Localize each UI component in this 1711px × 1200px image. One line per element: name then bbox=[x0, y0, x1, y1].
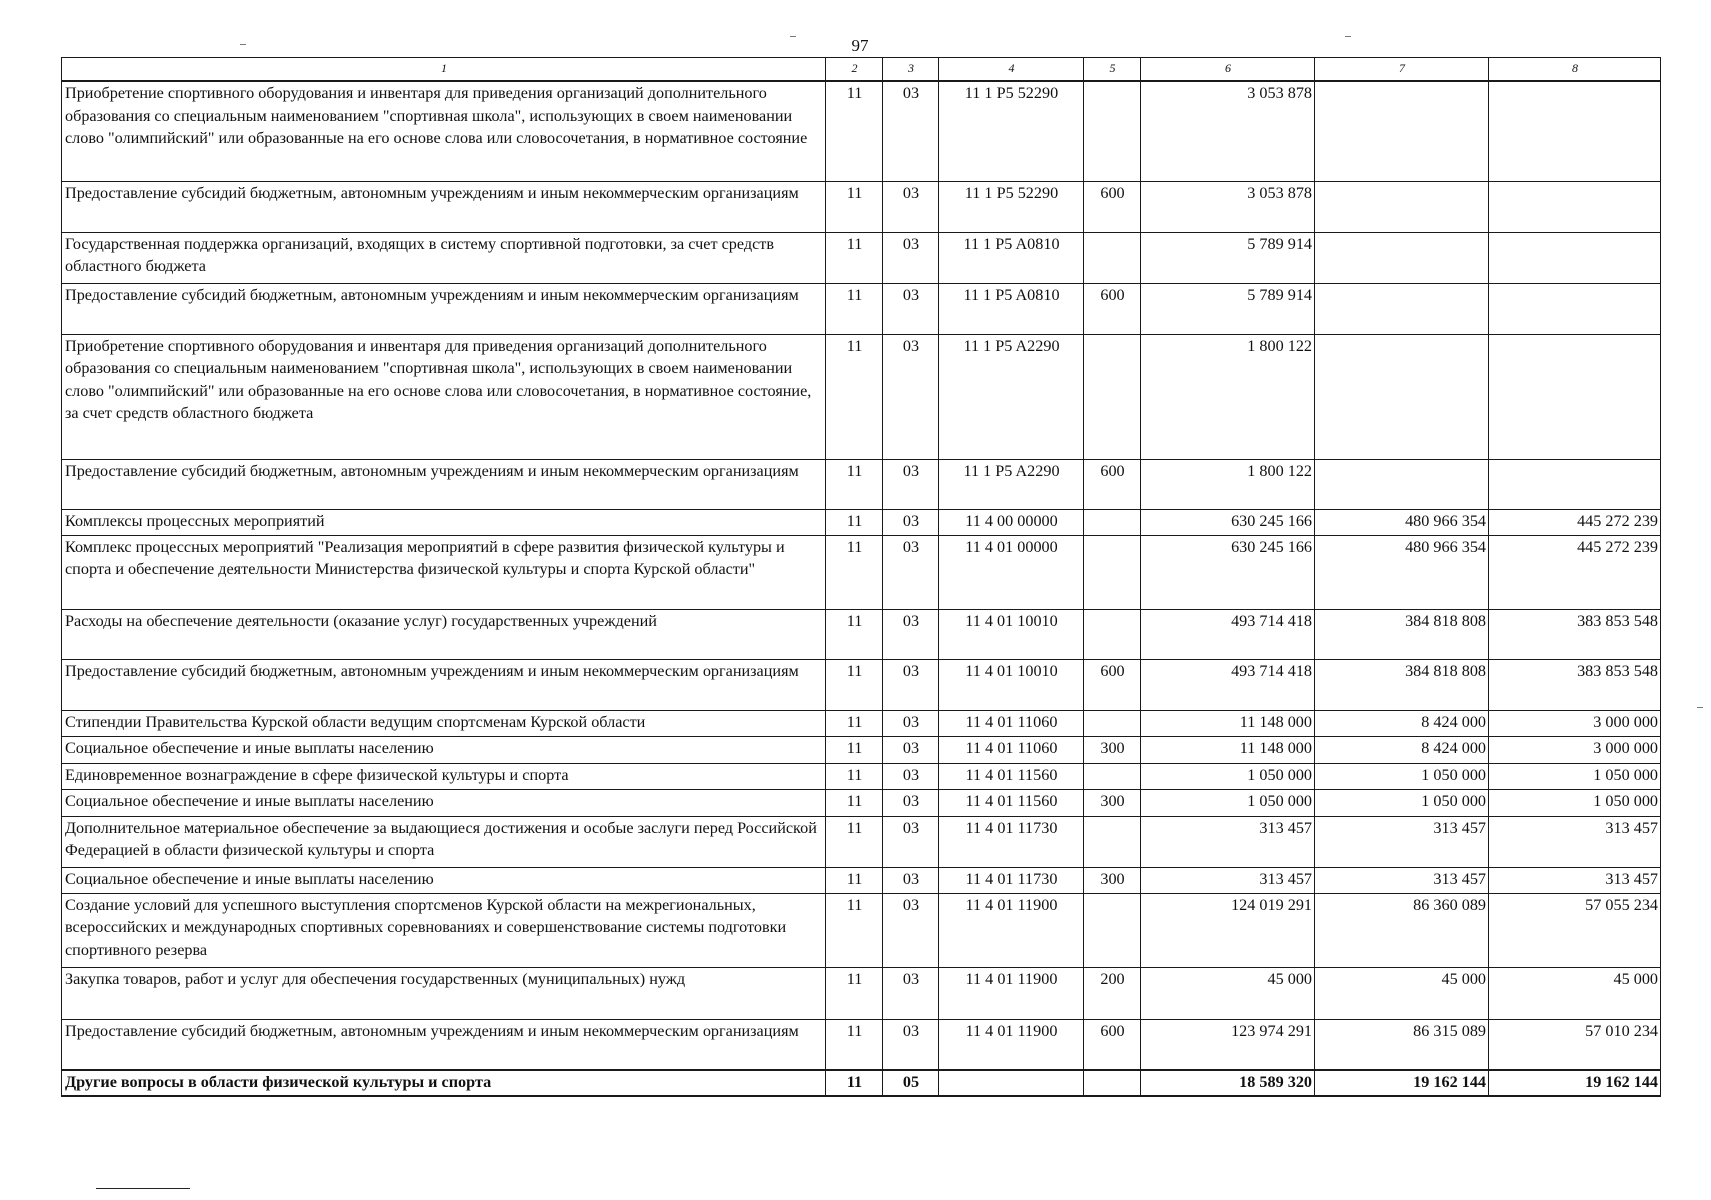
row-amount-col8: 57 055 234 bbox=[1489, 893, 1661, 967]
row-amount-col6: 1 050 000 bbox=[1141, 789, 1315, 816]
row-amount-col7: 8 424 000 bbox=[1315, 710, 1489, 736]
scan-speck bbox=[1345, 36, 1351, 37]
row-amount-col6: 1 800 122 bbox=[1141, 459, 1315, 509]
row-name: Комплексы процессных мероприятий bbox=[62, 509, 826, 535]
row-subsection: 03 bbox=[883, 283, 939, 334]
row-amount-col7: 1 050 000 bbox=[1315, 763, 1489, 789]
row-amount-col8 bbox=[1489, 334, 1661, 459]
row-name: Расходы на обеспечение деятельности (оказание услуг) государственных учреждений bbox=[62, 609, 826, 659]
row-amount-col6: 313 457 bbox=[1141, 867, 1315, 893]
row-section: 11 bbox=[826, 334, 883, 459]
column-number: 2 bbox=[826, 58, 883, 82]
table-row bbox=[62, 509, 1661, 535]
row-target-article: 11 4 01 11900 bbox=[939, 893, 1084, 967]
row-subsection: 03 bbox=[883, 1019, 939, 1070]
table-row bbox=[62, 334, 1661, 459]
row-amount-col7 bbox=[1315, 232, 1489, 283]
budget-table bbox=[61, 57, 1661, 1097]
row-target-article: 11 1 P5 52290 bbox=[939, 181, 1084, 232]
row-name: Дополнительное материальное обеспечение за выдающиеся достижения и особые заслуги перед Российской Федерацией в области физической культуры и спорта bbox=[62, 816, 826, 867]
row-amount-col6: 45 000 bbox=[1141, 967, 1315, 1019]
row-subsection: 03 bbox=[883, 459, 939, 509]
row-section: 11 bbox=[826, 535, 883, 609]
row-section: 11 bbox=[826, 1070, 883, 1096]
scan-speck bbox=[240, 44, 246, 45]
row-amount-col6: 124 019 291 bbox=[1141, 893, 1315, 967]
row-subsection: 03 bbox=[883, 609, 939, 659]
row-amount-col8: 445 272 239 bbox=[1489, 535, 1661, 609]
row-amount-col8 bbox=[1489, 459, 1661, 509]
table-row bbox=[62, 789, 1661, 816]
table-row bbox=[62, 81, 1661, 181]
row-subsection: 05 bbox=[883, 1070, 939, 1096]
row-name: Социальное обеспечение и иные выплаты населению bbox=[62, 789, 826, 816]
row-name: Создание условий для успешного выступления спортсменов Курской области на межрегиональных, всероссийских и международных спортивных соревнованиях и совершенствование системы подготовки спортивного резерва bbox=[62, 893, 826, 967]
budget-table-container bbox=[61, 57, 1660, 1097]
row-target-article: 11 1 P5 52290 bbox=[939, 81, 1084, 181]
row-name: Предоставление субсидий бюджетным, автономным учреждениям и иным некоммерческим организациям bbox=[62, 659, 826, 710]
row-amount-col7 bbox=[1315, 334, 1489, 459]
row-amount-col8 bbox=[1489, 232, 1661, 283]
column-number: 1 bbox=[62, 58, 826, 82]
row-section: 11 bbox=[826, 736, 883, 763]
row-subsection: 03 bbox=[883, 816, 939, 867]
row-subsection: 03 bbox=[883, 710, 939, 736]
row-name: Социальное обеспечение и иные выплаты населению bbox=[62, 867, 826, 893]
budget-table-body bbox=[62, 58, 1661, 1097]
row-section: 11 bbox=[826, 509, 883, 535]
row-amount-col7: 313 457 bbox=[1315, 816, 1489, 867]
row-target-article: 11 1 P5 A0810 bbox=[939, 283, 1084, 334]
row-expense-type bbox=[1084, 1070, 1141, 1096]
table-row bbox=[62, 763, 1661, 789]
table-row bbox=[62, 967, 1661, 1019]
row-section: 11 bbox=[826, 609, 883, 659]
row-target-article: 11 4 01 10010 bbox=[939, 609, 1084, 659]
row-expense-type: 600 bbox=[1084, 181, 1141, 232]
row-expense-type bbox=[1084, 509, 1141, 535]
row-amount-col8: 19 162 144 bbox=[1489, 1070, 1661, 1096]
row-amount-col7: 86 360 089 bbox=[1315, 893, 1489, 967]
row-expense-type bbox=[1084, 710, 1141, 736]
row-amount-col8: 383 853 548 bbox=[1489, 659, 1661, 710]
row-target-article: 11 4 01 11060 bbox=[939, 710, 1084, 736]
row-amount-col6: 3 053 878 bbox=[1141, 81, 1315, 181]
row-amount-col6: 5 789 914 bbox=[1141, 283, 1315, 334]
row-amount-col8 bbox=[1489, 283, 1661, 334]
row-expense-type bbox=[1084, 763, 1141, 789]
table-row bbox=[62, 1019, 1661, 1070]
row-amount-col7: 1 050 000 bbox=[1315, 789, 1489, 816]
row-subsection: 03 bbox=[883, 181, 939, 232]
row-target-article: 11 1 P5 A2290 bbox=[939, 459, 1084, 509]
row-amount-col7: 480 966 354 bbox=[1315, 509, 1489, 535]
row-expense-type bbox=[1084, 334, 1141, 459]
row-expense-type: 600 bbox=[1084, 459, 1141, 509]
row-amount-col7: 19 162 144 bbox=[1315, 1070, 1489, 1096]
row-section: 11 bbox=[826, 867, 883, 893]
row-name: Социальное обеспечение и иные выплаты населению bbox=[62, 736, 826, 763]
row-name: Приобретение спортивного оборудования и инвентаря для приведения организаций дополнительного образования со специальным наименованием "спортивная школа", использующих в своем наименовании слово "олимпийский" или образованные на его основе слова или словосочетания, в нормативное состояние, за счет средств областного бюджета bbox=[62, 334, 826, 459]
row-amount-col8: 313 457 bbox=[1489, 867, 1661, 893]
row-amount-col7: 8 424 000 bbox=[1315, 736, 1489, 763]
row-amount-col6: 493 714 418 bbox=[1141, 659, 1315, 710]
row-amount-col6: 630 245 166 bbox=[1141, 509, 1315, 535]
row-amount-col7 bbox=[1315, 459, 1489, 509]
row-amount-col6: 11 148 000 bbox=[1141, 736, 1315, 763]
table-row bbox=[62, 867, 1661, 893]
row-name: Единовременное вознаграждение в сфере физической культуры и спорта bbox=[62, 763, 826, 789]
row-section: 11 bbox=[826, 789, 883, 816]
row-amount-col7: 45 000 bbox=[1315, 967, 1489, 1019]
row-amount-col8: 3 000 000 bbox=[1489, 736, 1661, 763]
footnote-separator-line bbox=[96, 1188, 190, 1189]
row-amount-col6: 11 148 000 bbox=[1141, 710, 1315, 736]
row-expense-type bbox=[1084, 609, 1141, 659]
column-number-row bbox=[62, 58, 1661, 82]
row-name: Предоставление субсидий бюджетным, автономным учреждениям и иным некоммерческим организациям bbox=[62, 459, 826, 509]
row-amount-col8: 313 457 bbox=[1489, 816, 1661, 867]
row-subsection: 03 bbox=[883, 763, 939, 789]
column-number: 6 bbox=[1141, 58, 1315, 82]
row-name: Предоставление субсидий бюджетным, автономным учреждениям и иным некоммерческим организациям bbox=[62, 181, 826, 232]
row-name: Закупка товаров, работ и услуг для обеспечения государственных (муниципальных) нужд bbox=[62, 967, 826, 1019]
row-section: 11 bbox=[826, 710, 883, 736]
row-section: 11 bbox=[826, 816, 883, 867]
row-section: 11 bbox=[826, 459, 883, 509]
row-amount-col6: 3 053 878 bbox=[1141, 181, 1315, 232]
column-number: 3 bbox=[883, 58, 939, 82]
row-amount-col7: 86 315 089 bbox=[1315, 1019, 1489, 1070]
row-amount-col8: 445 272 239 bbox=[1489, 509, 1661, 535]
row-target-article: 11 4 01 11730 bbox=[939, 867, 1084, 893]
row-subsection: 03 bbox=[883, 736, 939, 763]
row-target-article: 11 4 01 11900 bbox=[939, 1019, 1084, 1070]
row-amount-col7 bbox=[1315, 283, 1489, 334]
row-subsection: 03 bbox=[883, 232, 939, 283]
row-subsection: 03 bbox=[883, 535, 939, 609]
table-row-total bbox=[62, 1070, 1661, 1096]
row-subsection: 03 bbox=[883, 509, 939, 535]
row-expense-type: 300 bbox=[1084, 789, 1141, 816]
row-section: 11 bbox=[826, 659, 883, 710]
row-target-article: 11 4 01 00000 bbox=[939, 535, 1084, 609]
row-expense-type: 600 bbox=[1084, 283, 1141, 334]
row-target-article: 11 4 01 11560 bbox=[939, 789, 1084, 816]
row-amount-col7: 384 818 808 bbox=[1315, 659, 1489, 710]
page-number: 97 bbox=[851, 36, 869, 55]
row-amount-col7: 384 818 808 bbox=[1315, 609, 1489, 659]
row-name: Стипендии Правительства Курской области ведущим спортсменам Курской области bbox=[62, 710, 826, 736]
table-row bbox=[62, 659, 1661, 710]
row-expense-type: 300 bbox=[1084, 736, 1141, 763]
row-expense-type bbox=[1084, 535, 1141, 609]
row-subsection: 03 bbox=[883, 967, 939, 1019]
row-section: 11 bbox=[826, 283, 883, 334]
row-amount-col7 bbox=[1315, 181, 1489, 232]
row-amount-col6: 123 974 291 bbox=[1141, 1019, 1315, 1070]
table-row bbox=[62, 459, 1661, 509]
row-section: 11 bbox=[826, 763, 883, 789]
column-number: 7 bbox=[1315, 58, 1489, 82]
row-subsection: 03 bbox=[883, 81, 939, 181]
row-amount-col6: 1 050 000 bbox=[1141, 763, 1315, 789]
row-section: 11 bbox=[826, 967, 883, 1019]
row-section: 11 bbox=[826, 893, 883, 967]
column-number: 8 bbox=[1489, 58, 1661, 82]
row-subsection: 03 bbox=[883, 867, 939, 893]
row-expense-type bbox=[1084, 893, 1141, 967]
row-name: Приобретение спортивного оборудования и инвентаря для приведения организаций дополнительного образования со специальным наименованием "спортивная школа", использующих в своем наименовании слово "олимпийский" или образованные на его основе слова или словосочетания, в нормативное состояние bbox=[62, 81, 826, 181]
scan-speck bbox=[790, 36, 796, 37]
row-amount-col7: 313 457 bbox=[1315, 867, 1489, 893]
row-amount-col8: 3 000 000 bbox=[1489, 710, 1661, 736]
table-row bbox=[62, 893, 1661, 967]
row-amount-col6: 5 789 914 bbox=[1141, 232, 1315, 283]
row-expense-type: 600 bbox=[1084, 1019, 1141, 1070]
row-name: Предоставление субсидий бюджетным, автономным учреждениям и иным некоммерческим организациям bbox=[62, 283, 826, 334]
row-target-article bbox=[939, 1070, 1084, 1096]
table-row bbox=[62, 736, 1661, 763]
row-section: 11 bbox=[826, 232, 883, 283]
row-amount-col8: 45 000 bbox=[1489, 967, 1661, 1019]
column-number: 5 bbox=[1084, 58, 1141, 82]
row-subsection: 03 bbox=[883, 893, 939, 967]
row-expense-type: 300 bbox=[1084, 867, 1141, 893]
row-amount-col8: 1 050 000 bbox=[1489, 789, 1661, 816]
scan-speck bbox=[1697, 707, 1703, 708]
row-amount-col6: 18 589 320 bbox=[1141, 1070, 1315, 1096]
row-expense-type: 200 bbox=[1084, 967, 1141, 1019]
row-target-article: 11 4 00 00000 bbox=[939, 509, 1084, 535]
row-amount-col6: 1 800 122 bbox=[1141, 334, 1315, 459]
table-row bbox=[62, 535, 1661, 609]
table-row bbox=[62, 609, 1661, 659]
row-target-article: 11 4 01 11560 bbox=[939, 763, 1084, 789]
row-target-article: 11 1 P5 A0810 bbox=[939, 232, 1084, 283]
row-section: 11 bbox=[826, 81, 883, 181]
row-amount-col7: 480 966 354 bbox=[1315, 535, 1489, 609]
row-amount-col6: 313 457 bbox=[1141, 816, 1315, 867]
row-subsection: 03 bbox=[883, 334, 939, 459]
row-amount-col8 bbox=[1489, 181, 1661, 232]
table-row bbox=[62, 283, 1661, 334]
row-target-article: 11 4 01 11900 bbox=[939, 967, 1084, 1019]
row-amount-col6: 630 245 166 bbox=[1141, 535, 1315, 609]
row-section: 11 bbox=[826, 1019, 883, 1070]
row-name: Комплекс процессных мероприятий "Реализация мероприятий в сфере развития физической культуры и спорта и обеспечение деятельности Министерства физической культуры и спорта Курской области" bbox=[62, 535, 826, 609]
row-subsection: 03 bbox=[883, 789, 939, 816]
row-amount-col6: 493 714 418 bbox=[1141, 609, 1315, 659]
column-number: 4 bbox=[939, 58, 1084, 82]
row-amount-col8 bbox=[1489, 81, 1661, 181]
row-name: Государственная поддержка организаций, входящих в систему спортивной подготовки, за счет средств областного бюджета bbox=[62, 232, 826, 283]
row-amount-col8: 1 050 000 bbox=[1489, 763, 1661, 789]
row-amount-col8: 383 853 548 bbox=[1489, 609, 1661, 659]
table-row bbox=[62, 232, 1661, 283]
row-target-article: 11 4 01 11730 bbox=[939, 816, 1084, 867]
table-row bbox=[62, 181, 1661, 232]
row-amount-col8: 57 010 234 bbox=[1489, 1019, 1661, 1070]
row-expense-type: 600 bbox=[1084, 659, 1141, 710]
row-amount-col7 bbox=[1315, 81, 1489, 181]
row-target-article: 11 4 01 11060 bbox=[939, 736, 1084, 763]
table-row bbox=[62, 710, 1661, 736]
row-subsection: 03 bbox=[883, 659, 939, 710]
row-expense-type bbox=[1084, 81, 1141, 181]
row-section: 11 bbox=[826, 181, 883, 232]
row-target-article: 11 1 P5 A2290 bbox=[939, 334, 1084, 459]
row-name: Другие вопросы в области физической культуры и спорта bbox=[62, 1070, 826, 1096]
table-row bbox=[62, 816, 1661, 867]
row-expense-type bbox=[1084, 232, 1141, 283]
row-expense-type bbox=[1084, 816, 1141, 867]
row-target-article: 11 4 01 10010 bbox=[939, 659, 1084, 710]
row-name: Предоставление субсидий бюджетным, автономным учреждениям и иным некоммерческим организациям bbox=[62, 1019, 826, 1070]
